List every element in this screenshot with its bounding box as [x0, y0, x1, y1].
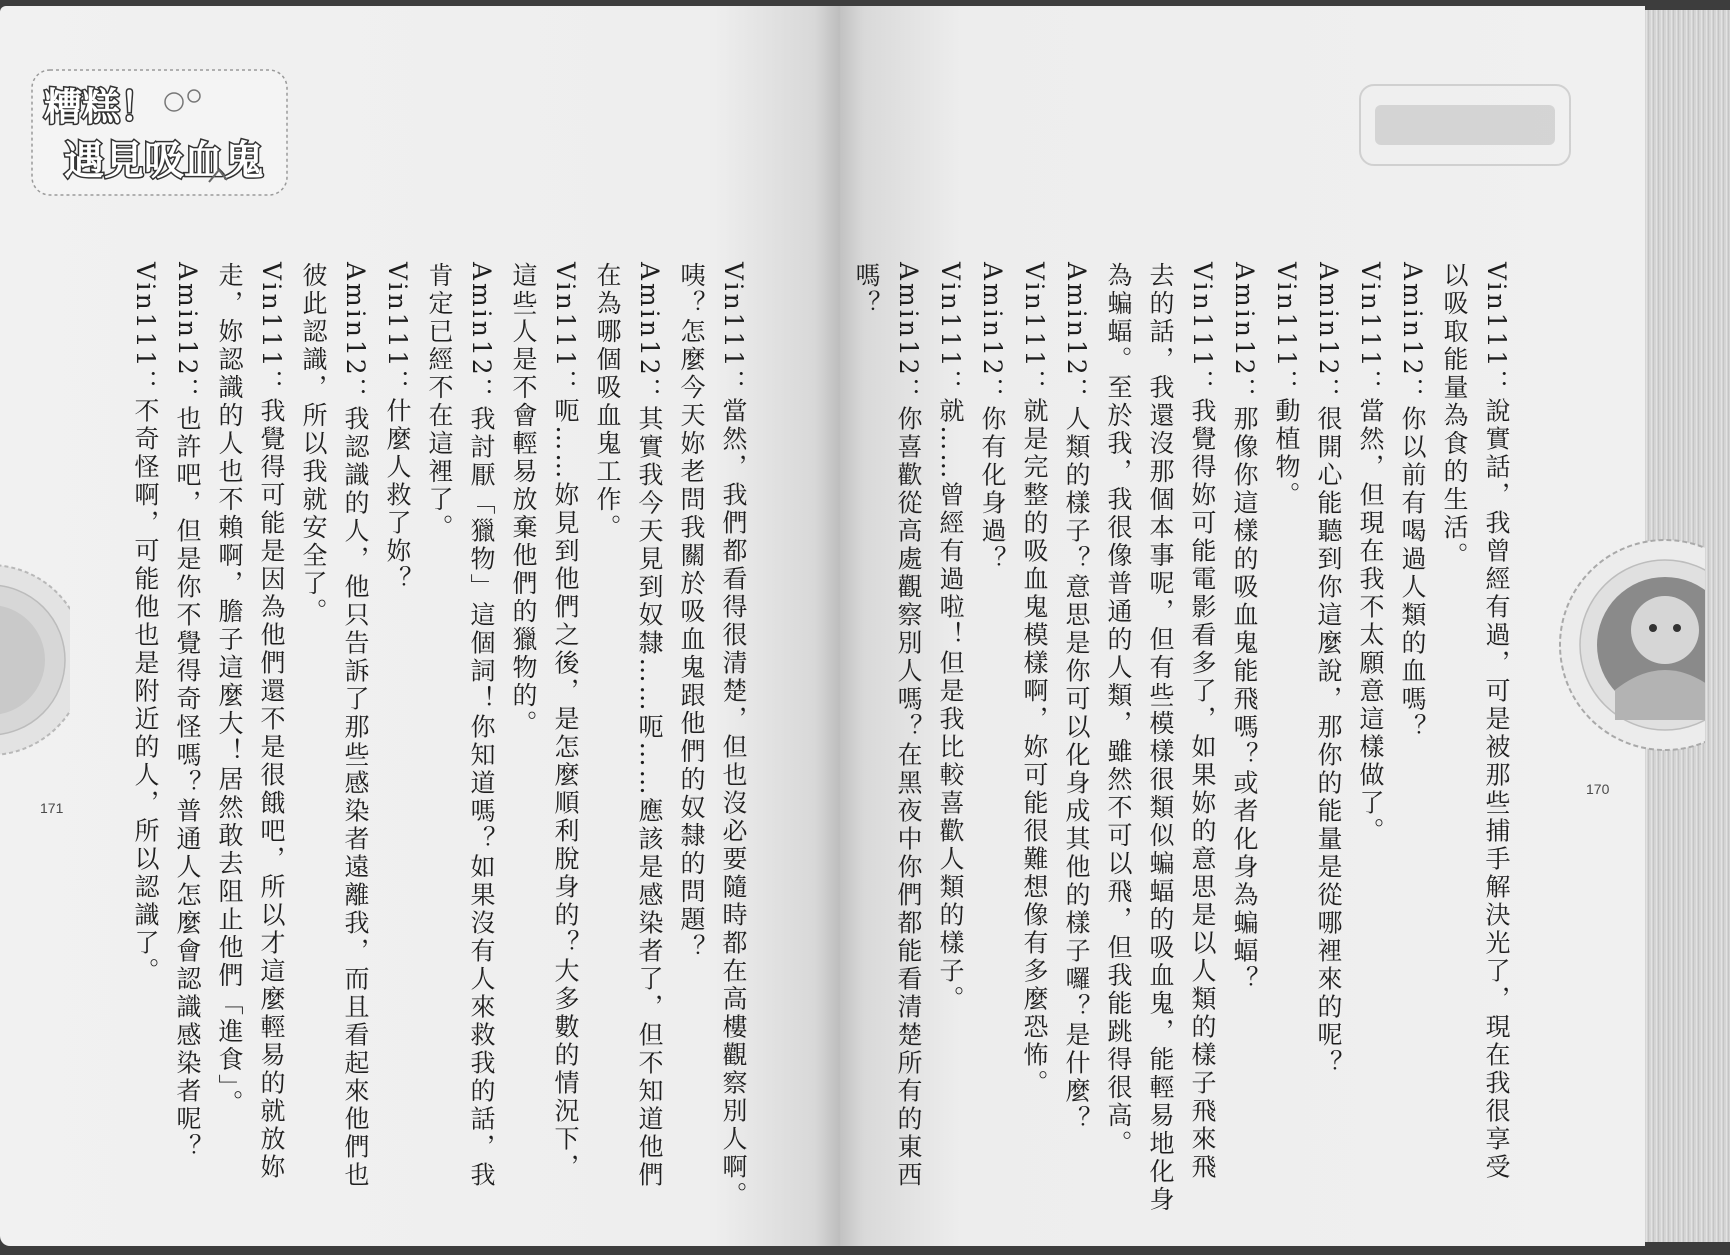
text-line: 彼此認識，所以我就安全了。 — [299, 262, 328, 626]
text-line: 在為哪個吸血鬼工作。 — [593, 262, 622, 542]
text-line: Vin111：動植物。 — [1272, 262, 1301, 510]
text-line: Vin111：不奇怪啊，可能他也是附近的人，所以認識了。 — [131, 262, 160, 986]
text-line: Amin12：我討厭「獵物」這個詞！你知道嗎？如果沒有人來救我的話，我 — [467, 262, 496, 1190]
text-line: Vin111：說實話，我曾經有過，可是被那些捕手解決光了，現在我很享受 — [1482, 262, 1511, 1182]
svg-text:遇見吸血鬼: 遇見吸血鬼 — [64, 138, 264, 184]
book-title-logo — [24, 62, 294, 202]
text-line: Vin111：就是完整的吸血鬼模樣啊，妳可能很難想像有多麼恐怖。 — [1020, 262, 1049, 1098]
text-line: 為蝙蝠。至於我，我很像普通的人類，雖然不可以飛，但我能跳得很高。 — [1104, 262, 1133, 1158]
text-line: Amin12：其實我今天見到奴隸……呃……應該是感染者了，但不知道他們 — [635, 262, 664, 1190]
left-page-text — [131, 262, 752, 1210]
text-line: Amin12：你有化身過？ — [978, 262, 1007, 574]
text-line: Amin12：很開心能聽到你這麼說，那你的能量是從哪裡來的呢？ — [1314, 262, 1343, 1078]
page-number-left: 171 — [40, 800, 64, 816]
text-line: Amin12：我認識的人，他只告訴了那些感染者遠離我，而且看起來他們也 — [341, 262, 370, 1190]
text-line: 嗎？ — [852, 262, 881, 318]
text-line: Vin111：我覺得可能是因為他們還不是很餓吧，所以才這麼輕易的就放妳 — [257, 262, 286, 1182]
right-page-text — [852, 262, 1515, 1214]
text-line: Amin12：你以前有喝過人類的血嗎？ — [1398, 262, 1427, 742]
text-line: Vin111：我覺得妳可能電影看多了，如果妳的意思是以人類的樣子飛來飛 — [1188, 262, 1217, 1182]
text-line: Vin111：呃……妳見到他們之後，是怎麼順利脫身的？大多數的情況下， — [551, 262, 580, 1182]
text-line: 肯定已經不在這裡了。 — [425, 262, 454, 542]
text-line: Vin111：當然，但現在我不太願意這樣做了。 — [1356, 262, 1385, 846]
svg-text:糟糕！: 糟糕！ — [44, 85, 159, 129]
text-line: Amin12：你喜歡從高處觀察別人嗎？在黑夜中你們都能看清楚所有的東西 — [894, 262, 923, 1190]
text-line: 咦？怎麼今天妳老問我關於吸血鬼跟他們的奴隸的問題？ — [677, 262, 706, 962]
text-line: Amin12：也許吧，但是你不覺得奇怪嗎？普通人怎麼會認識感染者呢？ — [173, 262, 202, 1162]
text-line: 走，妳認識的人也不賴啊，膽子這麼大！居然敢去阻止他們「進食」。 — [215, 262, 244, 1118]
text-line: 以吸取能量為食的生活。 — [1440, 262, 1469, 570]
doily-decoration-left — [0, 520, 70, 800]
text-line: 這些人是不會輕易放棄他們的獵物的。 — [509, 262, 538, 738]
character-frame-decoration — [1555, 500, 1705, 790]
text-line: Amin12：那像你這樣的吸血鬼能飛嗎？或者化身為蝙蝠？ — [1230, 262, 1259, 994]
text-line: 去的話，我還沒那個本事呢，但有些模樣很類似蝙蝠的吸血鬼，能輕易地化身 — [1146, 262, 1175, 1214]
bleed-through-logo — [1355, 80, 1575, 170]
text-line: Vin111：就……曾經有過啦！但是我比較喜歡人類的樣子。 — [936, 262, 965, 1014]
text-line: Amin12：人類的樣子？意思是你可以化身成其他的樣子囉？是什麼？ — [1062, 262, 1091, 1134]
page-number-right: 170 — [1586, 781, 1610, 797]
text-line: Vin111：當然，我們都看得很清楚，但也沒必要隨時都在高樓觀察別人啊。 — [719, 262, 748, 1210]
text-line: Vin111：什麼人救了妳？ — [383, 262, 412, 594]
